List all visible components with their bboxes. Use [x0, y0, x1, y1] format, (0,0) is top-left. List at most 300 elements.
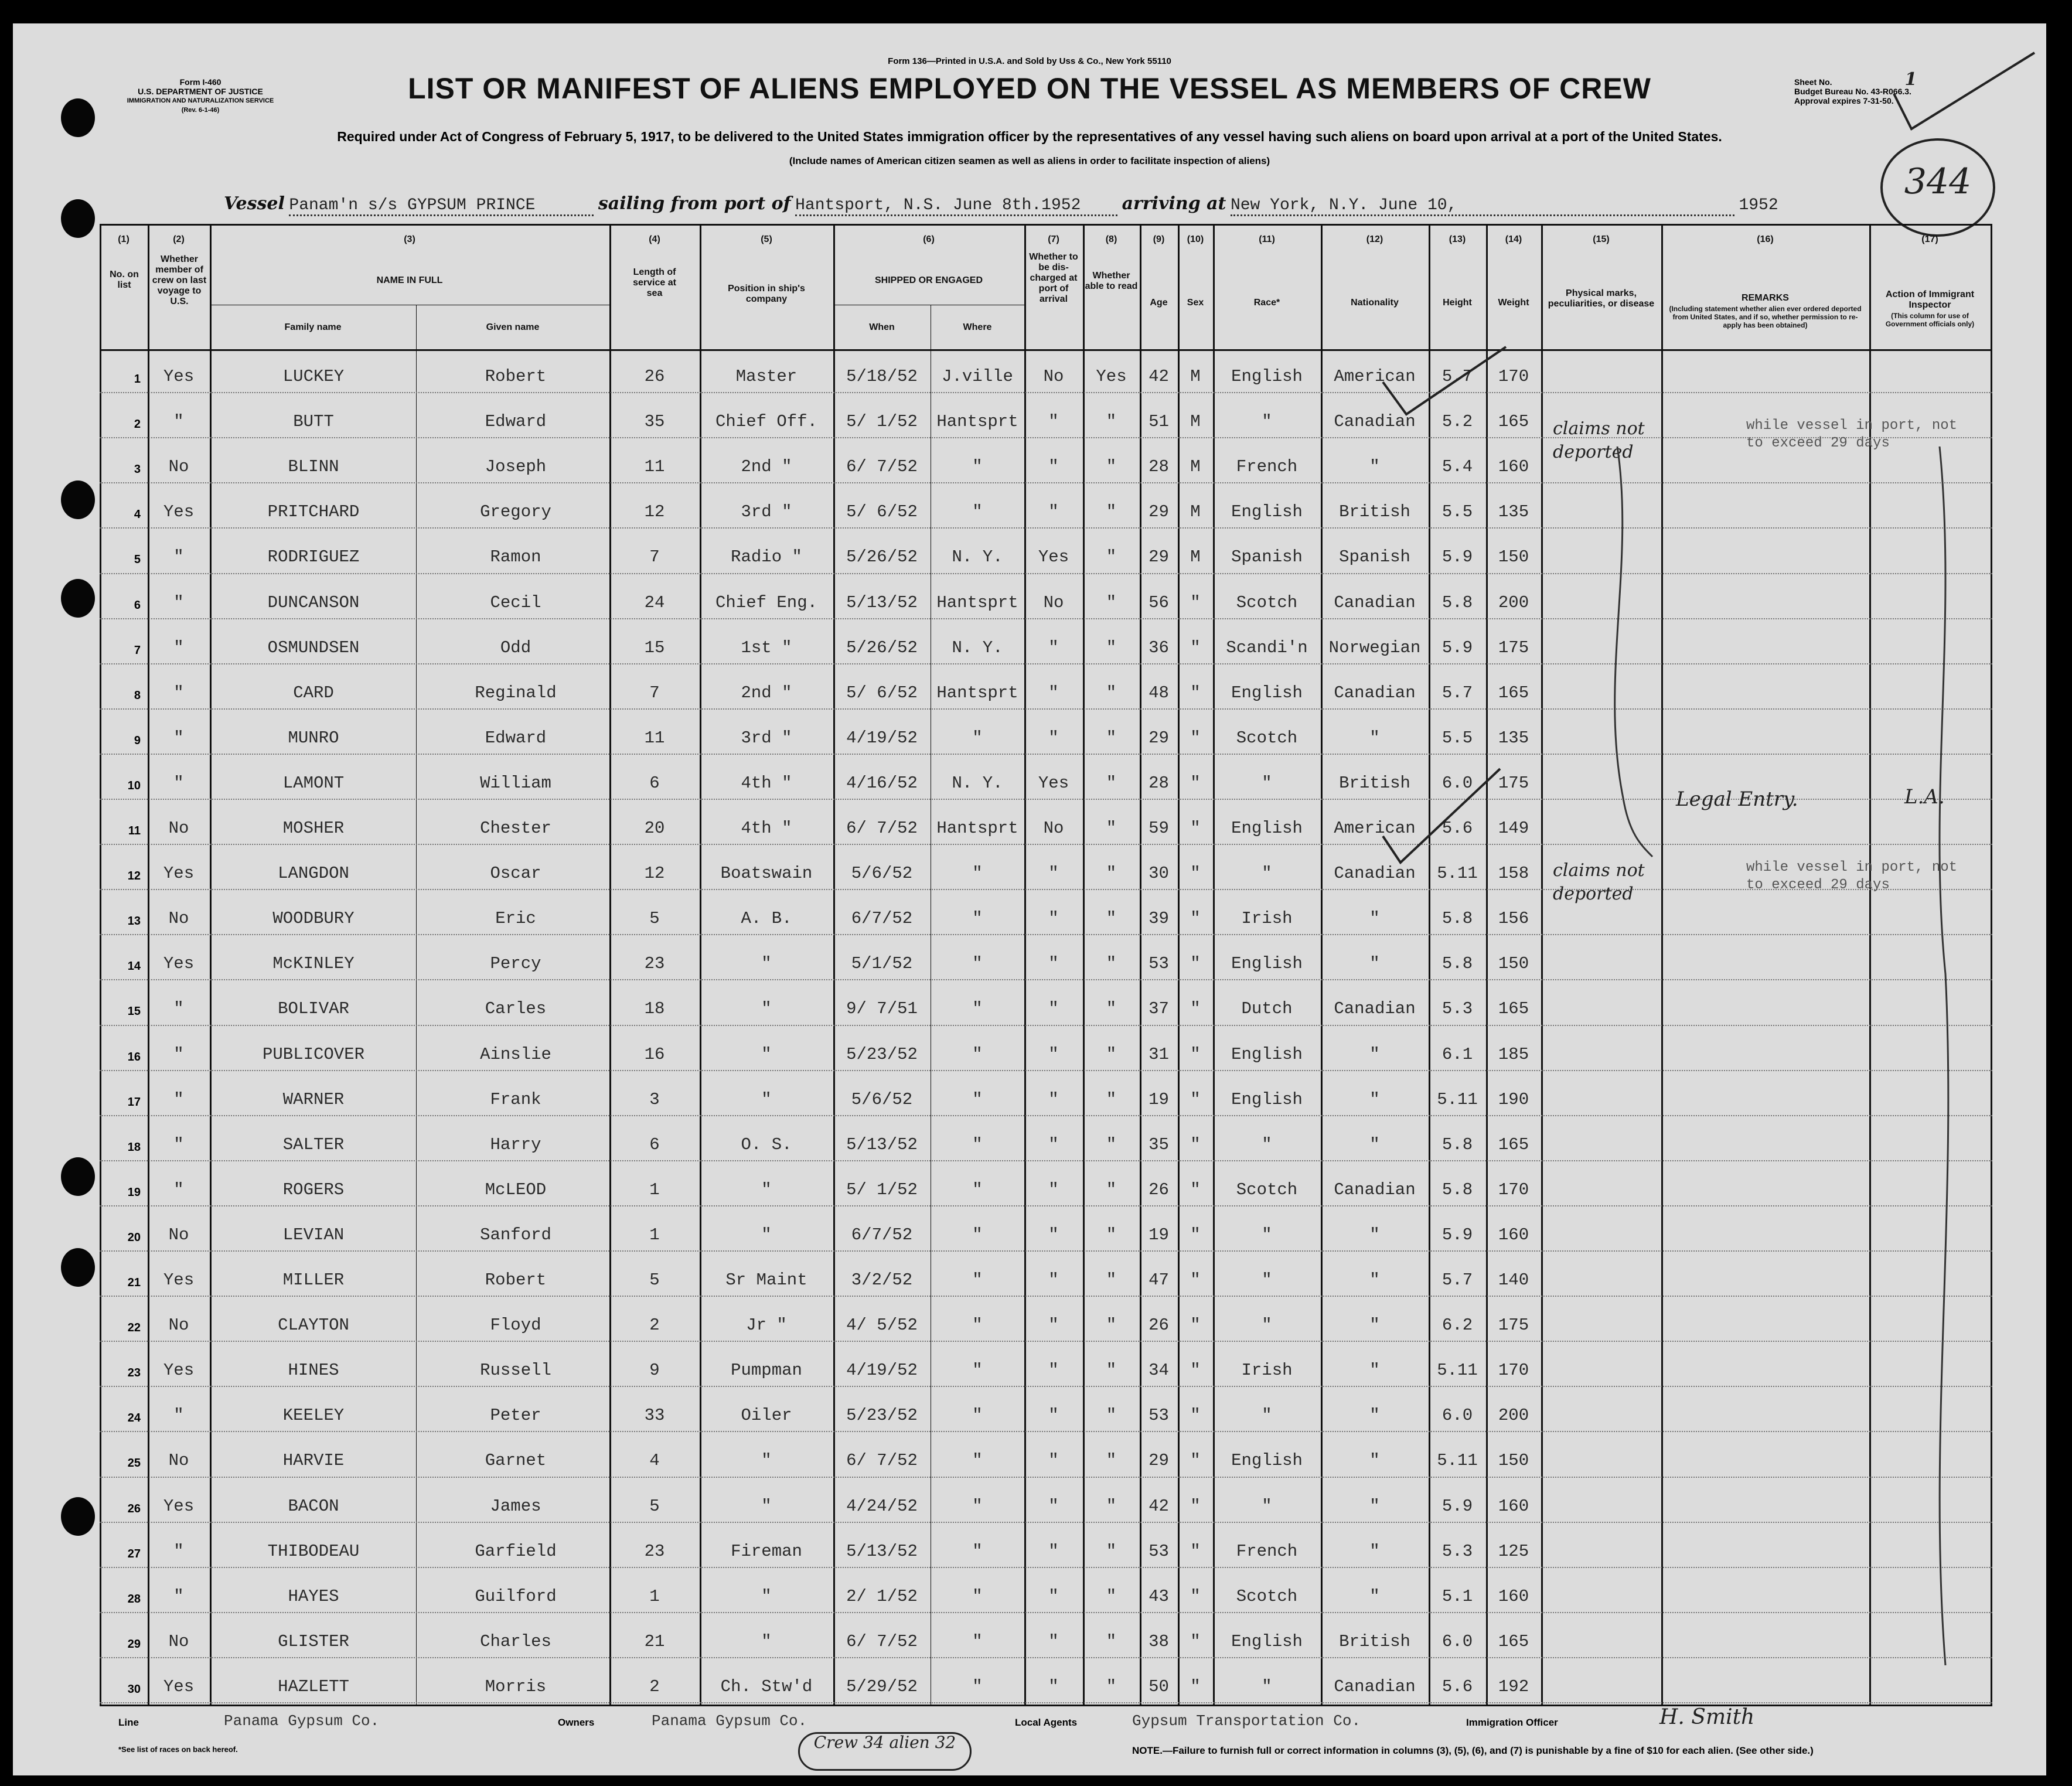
last-voyage-cell: Yes [163, 954, 195, 974]
family-name-cell: PRITCHARD [267, 502, 360, 522]
sex-cell: " [1190, 1451, 1201, 1471]
nationality-cell: " [1369, 1451, 1380, 1471]
family-name-cell: LAMONT [282, 773, 345, 793]
race-cell: Scandi'n [1226, 638, 1308, 657]
col-shipped: SHIPPED OR ENGAGED [874, 275, 983, 285]
row-rule [100, 1612, 1992, 1613]
col-position: Position in ship's company [728, 284, 805, 304]
position-cell: Master [735, 367, 798, 386]
service-length-cell: 21 [644, 1631, 665, 1651]
position-cell: " [761, 1496, 772, 1516]
family-name-cell: KEELEY [282, 1406, 345, 1426]
sex-cell: M [1190, 502, 1201, 522]
sex-cell: " [1190, 1134, 1201, 1154]
position-cell: 4th " [741, 773, 792, 793]
nationality-cell: Canadian [1334, 592, 1416, 612]
shipped-when-cell: 5/18/52 [846, 367, 918, 386]
arrival-year: 1952 [1739, 196, 1778, 214]
given-name-cell: Garnet [485, 1451, 547, 1471]
row-number: 14 [127, 960, 141, 973]
service-length-cell: 12 [644, 864, 665, 884]
row-rule [100, 1522, 1992, 1523]
nationality-cell: " [1369, 1225, 1380, 1245]
col-remarks-sub: (Including statement whether alien ever ordered deported from United States, and if so, whether permission to re-apply has been obtained) [1669, 305, 1862, 329]
height-cell: 6.0 [1441, 1406, 1473, 1426]
age-cell: 51 [1149, 412, 1169, 432]
remark-vessel-in-port-1: while vessel in port, not to exceed 29 days [1746, 418, 1958, 451]
service-length-cell: 7 [649, 547, 660, 567]
penalty-note: NOTE.—Failure to furnish full or correct information in columns (3), (5), (6), and (7) is punishable by a fine of $10 for each alien. (See other side.) [1132, 1745, 1814, 1756]
height-cell: 5.7 [1441, 1270, 1473, 1290]
able-read-cell: " [1106, 999, 1117, 1019]
able-read-cell: " [1106, 1089, 1117, 1109]
service-length-cell: 35 [644, 412, 665, 432]
col-num-16: (16) [1757, 234, 1774, 244]
discharged-cell: " [1048, 1134, 1059, 1154]
nationality-cell: Canadian [1334, 999, 1416, 1019]
height-cell: 5.11 [1437, 1451, 1478, 1471]
family-name-cell: BOLIVAR [278, 999, 349, 1019]
sex-cell: " [1190, 1225, 1201, 1245]
sheet-no-value: 1 [1904, 69, 1917, 90]
sex-cell: " [1190, 1361, 1201, 1381]
shipped-where-cell: " [972, 1451, 983, 1471]
family-name-cell: LEVIAN [282, 1225, 345, 1245]
age-cell: 36 [1149, 638, 1169, 657]
row-rule [100, 482, 1992, 483]
discharged-cell: " [1048, 457, 1059, 477]
race-cell: Scotch [1236, 1180, 1298, 1199]
nationality-cell: Spanish [1339, 547, 1410, 567]
row-rule [100, 979, 1992, 980]
sex-cell: " [1190, 954, 1201, 974]
col-num-13: (13) [1449, 234, 1466, 244]
age-cell: 19 [1149, 1089, 1169, 1109]
service-length-cell: 20 [644, 819, 665, 838]
col-inspector-sub: (This column for use of Government officials only) [1885, 312, 1975, 328]
last-voyage-cell: " [173, 999, 184, 1019]
sheet-no-label: Sheet No. [1794, 77, 1832, 87]
punch-hole [61, 1497, 95, 1536]
age-cell: 31 [1149, 1044, 1169, 1064]
sex-cell: " [1190, 819, 1201, 838]
vessel-label: Vessel [224, 193, 285, 214]
shipped-where-cell: " [972, 909, 983, 929]
punch-hole [61, 480, 95, 519]
discharged-cell: " [1048, 1631, 1059, 1651]
race-cell: " [1262, 773, 1272, 793]
sex-cell: M [1190, 367, 1201, 386]
last-voyage-cell: " [173, 683, 184, 703]
race-cell: " [1262, 1315, 1272, 1335]
weight-cell: 135 [1498, 502, 1529, 522]
weight-cell: 200 [1498, 1406, 1529, 1426]
row-rule [100, 573, 1992, 574]
age-cell: 19 [1149, 1225, 1169, 1245]
officer-signature: H. Smith [1659, 1705, 1755, 1729]
discharged-cell: " [1048, 1586, 1059, 1606]
height-cell: 5.6 [1441, 1676, 1473, 1696]
height-cell: 5.1 [1441, 1586, 1473, 1606]
position-cell: 2nd " [741, 683, 792, 703]
height-cell: 5.4 [1441, 457, 1473, 477]
race-cell: English [1231, 1451, 1303, 1471]
row-number: 23 [127, 1366, 141, 1380]
service-length-cell: 23 [644, 954, 665, 974]
age-cell: 26 [1149, 1315, 1169, 1335]
include-note: (Include names of American citizen seamen as well as aliens in order to facilitate inspection of aliens) [789, 155, 1270, 166]
col-num-6: (6) [923, 234, 935, 244]
weight-cell: 175 [1498, 638, 1529, 657]
shipped-where-cell: " [972, 1496, 983, 1516]
owners-label: Owners [558, 1717, 595, 1728]
height-cell: 5.3 [1441, 1541, 1473, 1561]
able-read-cell: " [1106, 638, 1117, 657]
race-cell: " [1262, 1496, 1272, 1516]
row-number: 24 [127, 1412, 141, 1425]
last-voyage-cell: Yes [163, 864, 195, 884]
sex-cell: " [1190, 999, 1201, 1019]
weight-cell: 125 [1498, 1541, 1529, 1561]
able-read-cell: " [1106, 1496, 1117, 1516]
position-cell: " [761, 1089, 772, 1109]
nationality-cell: " [1369, 1315, 1380, 1335]
position-cell: 4th " [741, 819, 792, 838]
service-length-cell: 24 [644, 592, 665, 612]
race-cell: English [1231, 502, 1303, 522]
shipped-where-cell: " [972, 999, 983, 1019]
position-cell: Pumpman [731, 1361, 802, 1381]
discharged-cell: Yes [1038, 773, 1069, 793]
row-number: 27 [127, 1547, 141, 1560]
race-cell: English [1231, 954, 1303, 974]
family-name-cell: MOSHER [282, 819, 345, 838]
family-name-cell: MUNRO [288, 728, 339, 748]
col-inspector-action: Action of Immigrant Inspector [1885, 289, 1975, 310]
row-rule [100, 1160, 1992, 1161]
weight-cell: 175 [1498, 773, 1529, 793]
shipped-where-cell: " [972, 1180, 983, 1199]
claims-not-deported-1: claims not deported [1553, 418, 1645, 462]
height-cell: 5.11 [1437, 864, 1478, 884]
position-cell: O. S. [741, 1134, 792, 1154]
discharged-cell: No [1043, 819, 1064, 838]
last-voyage-cell: Yes [163, 1496, 195, 1516]
bracket-line-inspector [1904, 446, 1975, 1677]
given-name-cell: William [480, 773, 551, 793]
shipped-when-cell: 6/7/52 [851, 1225, 913, 1245]
shipped-where-cell: " [972, 1315, 983, 1335]
discharged-cell: " [1048, 683, 1059, 703]
row-rule [100, 1431, 1992, 1432]
family-name-cell: GLISTER [278, 1631, 349, 1651]
weight-cell: 156 [1498, 909, 1529, 929]
form-print-line: Form 136—Printed in U.S.A. and Sold by Uss & Co., New York 55110 [888, 56, 1171, 66]
last-voyage-cell: Yes [163, 1270, 195, 1290]
row-number: 12 [127, 870, 141, 883]
age-cell: 38 [1149, 1631, 1169, 1651]
shipped-where-cell: " [972, 457, 983, 477]
claims-not-deported-2: claims not deported [1553, 860, 1645, 904]
col-sex: Sex [1187, 298, 1204, 308]
row-number: 22 [127, 1321, 141, 1335]
row-rule [100, 1025, 1992, 1026]
shipped-where-cell: " [972, 864, 983, 884]
shipped-when-cell: 4/24/52 [846, 1496, 918, 1516]
nationality-cell: Canadian [1334, 683, 1416, 703]
able-read-cell: " [1106, 683, 1117, 703]
service-length-cell: 1 [649, 1586, 660, 1606]
able-read-cell: " [1106, 909, 1117, 929]
line-label: Line [118, 1717, 139, 1728]
stamp-number: 344 [1904, 161, 1972, 202]
given-name-cell: Ainslie [480, 1044, 551, 1064]
height-cell: 5.8 [1441, 1134, 1473, 1154]
col-num-11: (11) [1259, 234, 1275, 244]
nationality-cell: " [1369, 1270, 1380, 1290]
shipped-where-cell: J.ville [942, 367, 1013, 386]
shipped-where-cell: " [972, 1541, 983, 1561]
sex-cell: " [1190, 1631, 1201, 1651]
weight-cell: 160 [1498, 1225, 1529, 1245]
legal-requirement: Required under Act of Congress of February 5, 1917, to be delivered to the United States immigration officer by the representatives of any vessel having such aliens on board upon arrival at a port of the United States. [337, 129, 1722, 144]
position-cell: " [761, 1180, 772, 1199]
service-length-cell: 7 [649, 683, 660, 703]
service-length-cell: 3 [649, 1089, 660, 1109]
service-length-cell: 6 [649, 1134, 660, 1154]
position-cell: Sr Maint [725, 1270, 807, 1290]
given-name-cell: Garfield [475, 1541, 557, 1561]
race-cell: " [1262, 1134, 1272, 1154]
shipped-where-cell: " [972, 1676, 983, 1696]
shipped-when-cell: 4/ 5/52 [846, 1315, 918, 1335]
weight-cell: 165 [1498, 683, 1529, 703]
last-voyage-cell: " [173, 592, 184, 612]
able-read-cell: " [1106, 1631, 1117, 1651]
col-num-17: (17) [1921, 234, 1938, 244]
weight-cell: 192 [1498, 1676, 1529, 1696]
remark-vessel-in-port-2: while vessel in port, not to exceed 29 days [1746, 860, 1958, 893]
shipped-when-cell: 6/7/52 [851, 909, 913, 929]
height-cell: 5.8 [1441, 909, 1473, 929]
discharged-cell: " [1048, 1361, 1059, 1381]
given-name-cell: Joseph [485, 457, 547, 477]
shipped-when-cell: 5/29/52 [846, 1676, 918, 1696]
given-name-cell: Charles [480, 1631, 551, 1651]
age-cell: 48 [1149, 683, 1169, 703]
row-number: 13 [127, 915, 141, 928]
sex-cell: " [1190, 1541, 1201, 1561]
row-rule [100, 1341, 1992, 1342]
discharged-cell: " [1048, 999, 1059, 1019]
col-num-9: (9) [1153, 234, 1165, 244]
sex-cell: " [1190, 864, 1201, 884]
family-name-cell: McKINLEY [272, 954, 355, 974]
crew-count-note: Crew 34 alien 32 [798, 1732, 972, 1771]
col-able-read: Whether able to read [1085, 271, 1138, 291]
row-rule [100, 1070, 1992, 1071]
nationality-cell: Canadian [1334, 412, 1416, 432]
able-read-cell: " [1106, 1134, 1117, 1154]
row-number: 20 [127, 1231, 141, 1244]
age-cell: 56 [1149, 592, 1169, 612]
shipped-where-cell: " [972, 1044, 983, 1064]
height-cell: 6.0 [1441, 773, 1473, 793]
service-length-cell: 2 [649, 1315, 660, 1335]
height-cell: 5.2 [1441, 412, 1473, 432]
family-name-cell: LUCKEY [282, 367, 345, 386]
col-num-10: (10) [1187, 234, 1204, 244]
weight-cell: 165 [1498, 1134, 1529, 1154]
last-voyage-cell: Yes [163, 367, 195, 386]
family-name-cell: MILLER [282, 1270, 345, 1290]
row-number: 5 [134, 553, 141, 567]
able-read-cell: " [1106, 547, 1117, 567]
position-cell: " [761, 1225, 772, 1245]
family-name-cell: BACON [288, 1496, 339, 1516]
shipped-where-cell: N. Y. [952, 773, 1003, 793]
family-name-cell: ROGERS [282, 1180, 345, 1199]
given-name-cell: Edward [485, 412, 547, 432]
shipped-where-cell: Hantsprt [936, 412, 1018, 432]
service-length-cell: 5 [649, 1270, 660, 1290]
col-num-1: (1) [118, 234, 130, 244]
nationality-cell: British [1339, 1631, 1410, 1651]
last-voyage-cell: No [168, 1315, 189, 1335]
given-name-cell: Eric [495, 909, 536, 929]
row-rule [100, 1567, 1992, 1568]
row-number: 7 [134, 643, 141, 657]
last-voyage-cell: " [173, 638, 184, 657]
nationality-cell: Canadian [1334, 1676, 1416, 1696]
nationality-cell: Canadian [1334, 864, 1416, 884]
service-length-cell: 12 [644, 502, 665, 522]
last-voyage-cell: No [168, 1225, 189, 1245]
shipped-where-cell: " [972, 1586, 983, 1606]
discharged-cell: " [1048, 1496, 1059, 1516]
last-voyage-cell: " [173, 1541, 184, 1561]
service-length-cell: 33 [644, 1406, 665, 1426]
row-number: 26 [127, 1502, 141, 1515]
position-cell: Chief Eng. [715, 592, 818, 612]
weight-cell: 150 [1498, 547, 1529, 567]
last-voyage-cell: " [173, 728, 184, 748]
able-read-cell: " [1106, 864, 1117, 884]
able-read-cell: " [1106, 457, 1117, 477]
last-voyage-cell: No [168, 819, 189, 838]
nationality-cell: " [1369, 1496, 1380, 1516]
race-cell: English [1231, 1089, 1303, 1109]
discharged-cell: " [1048, 909, 1059, 929]
discharged-cell: " [1048, 864, 1059, 884]
shipped-where-cell: " [972, 1406, 983, 1426]
nationality-cell: Canadian [1334, 1180, 1416, 1199]
given-name-cell: Cecil [490, 592, 541, 612]
position-cell: Jr " [746, 1315, 787, 1335]
last-voyage-cell: " [173, 1134, 184, 1154]
service-length-cell: 1 [649, 1180, 660, 1199]
able-read-cell: " [1106, 1676, 1117, 1696]
given-name-cell: Guilford [475, 1586, 557, 1606]
row-rule [100, 889, 1992, 890]
height-checkmark-2 [1371, 766, 1512, 871]
shipped-when-cell: 5/1/52 [851, 954, 913, 974]
last-voyage-cell: Yes [163, 502, 195, 522]
position-cell: " [761, 999, 772, 1019]
given-name-cell: Robert [485, 367, 547, 386]
height-cell: 5.7 [1441, 683, 1473, 703]
position-cell: Boatswain [720, 864, 813, 884]
service: IMMIGRATION AND NATURALIZATION SERVICE [127, 97, 274, 104]
shipped-where-cell: " [972, 1225, 983, 1245]
row-number: 16 [127, 1050, 141, 1064]
row-rule [100, 1250, 1992, 1252]
shipped-when-cell: 5/13/52 [846, 592, 918, 612]
inspector-la: L.A. [1904, 785, 1945, 809]
row-number: 30 [127, 1682, 141, 1696]
row-number: 18 [127, 1140, 141, 1154]
shipped-where-cell: " [972, 1089, 983, 1109]
nationality-cell: British [1339, 502, 1410, 522]
nationality-cell: " [1369, 1541, 1380, 1561]
given-name-cell: Ramon [490, 547, 541, 567]
race-cell: Scotch [1236, 592, 1298, 612]
row-rule [100, 1205, 1992, 1206]
service-length-cell: 15 [644, 638, 665, 657]
row-rule [100, 708, 1992, 710]
family-name-cell: BUTT [293, 412, 334, 432]
given-name-cell: Harry [490, 1134, 541, 1154]
shipped-when-cell: 6/ 7/52 [846, 1631, 918, 1651]
row-rule [100, 1702, 1992, 1703]
discharged-cell: " [1048, 1044, 1059, 1064]
family-name-cell: RODRIGUEZ [267, 547, 360, 567]
family-name-cell: CLAYTON [278, 1315, 349, 1335]
shipped-when-cell: 4/19/52 [846, 728, 918, 748]
race-cell: French [1236, 1541, 1298, 1561]
last-voyage-cell: Yes [163, 1676, 195, 1696]
age-cell: 28 [1149, 773, 1169, 793]
row-number: 29 [127, 1637, 141, 1651]
punch-hole [61, 1157, 95, 1196]
given-name-cell: Robert [485, 1270, 547, 1290]
col-nationality: Nationality [1351, 298, 1399, 308]
row-rule [100, 663, 1992, 664]
sex-cell: " [1190, 1180, 1201, 1199]
line-value: Panama Gypsum Co. [224, 1712, 380, 1730]
row-rule [100, 527, 1992, 529]
col-given-name: Given name [486, 322, 540, 332]
given-name-cell: Morris [485, 1676, 547, 1696]
department: U.S. DEPARTMENT OF JUSTICE [138, 87, 263, 96]
able-read-cell: " [1106, 1451, 1117, 1471]
sex-cell: " [1190, 1089, 1201, 1109]
row-number: 4 [134, 508, 141, 522]
vessel-name: Panam'n s/s GYPSUM PRINCE [289, 196, 594, 216]
age-cell: 29 [1149, 1451, 1169, 1471]
row-number: 21 [127, 1276, 141, 1289]
punch-hole [61, 579, 95, 618]
nationality-cell: " [1369, 1406, 1380, 1426]
shipped-when-cell: 5/26/52 [846, 547, 918, 567]
shipped-where-cell: " [972, 1134, 983, 1154]
given-name-cell: Peter [490, 1406, 541, 1426]
able-read-cell: " [1106, 592, 1117, 612]
punch-hole [61, 199, 95, 238]
bracket-line-remarks [1594, 446, 1664, 1443]
age-cell: 39 [1149, 909, 1169, 929]
able-read-cell: Yes [1096, 367, 1127, 386]
